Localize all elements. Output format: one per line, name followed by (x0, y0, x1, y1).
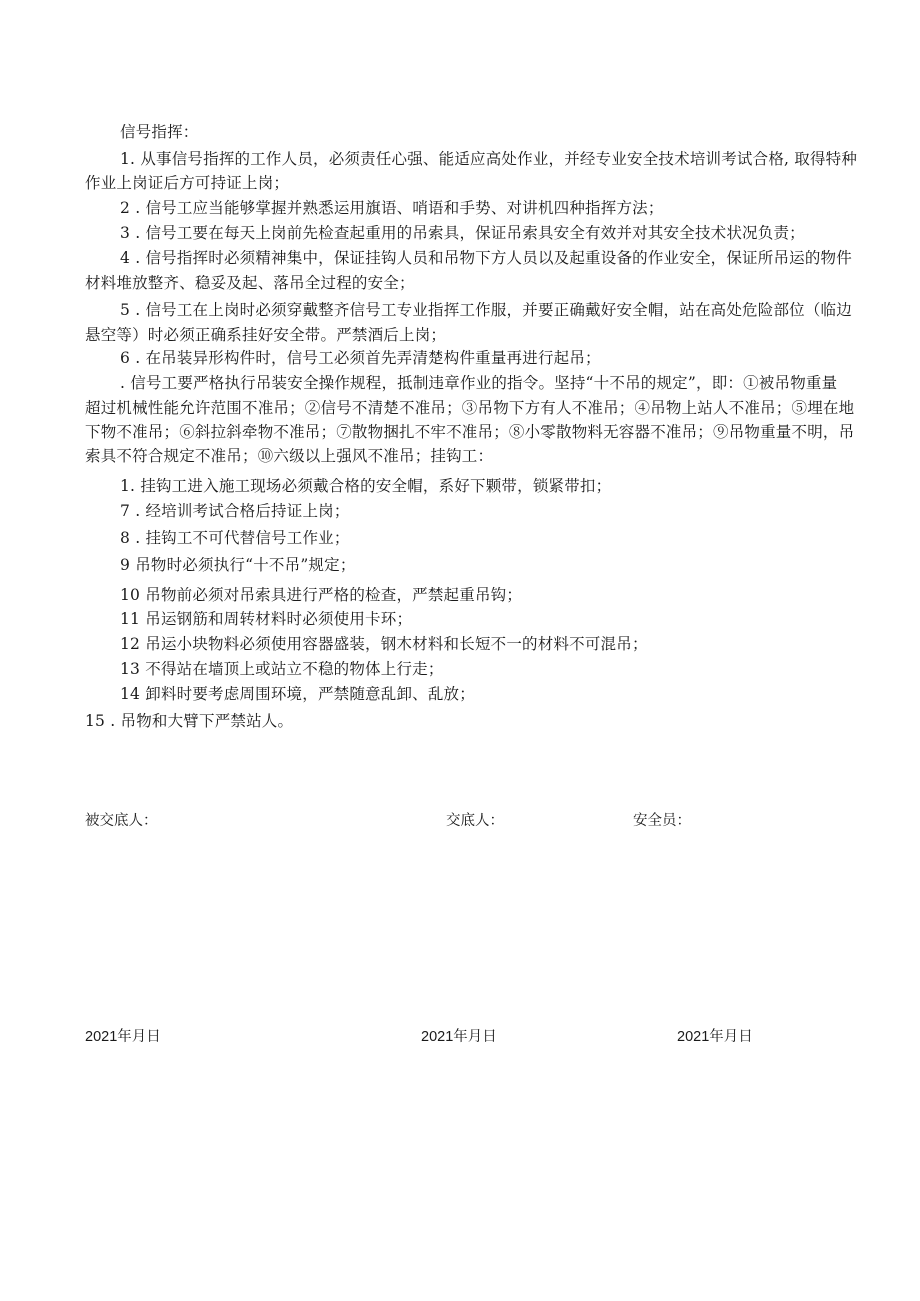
paragraph-line: 13 不得站在墙顶上或站立不稳的物体上行走； (120, 660, 444, 678)
section-heading-signal: 信号指挥： (120, 123, 199, 141)
paragraph-line: 12 吊运小块物料必须使用容器盛装，钢木材料和长短不一的材料不可混吊； (120, 635, 648, 653)
paragraph-line: 14 卸料时要考虑周围环境，严禁随意乱卸、乱放； (120, 685, 475, 703)
recipient-date: 2021年月日 (85, 1029, 161, 1045)
paragraph-line: 材料堆放整齐、稳妥及起、落吊全过程的安全； (85, 274, 415, 292)
paragraph-line: 悬空等）时必须正确系挂好安全带。严禁酒后上岗； (85, 326, 447, 344)
paragraph-line: 11 吊运钢筋和周转材料时必须使用卡环； (120, 610, 413, 628)
paragraph-line: 9 吊物时必须执行“十不吊”规定； (120, 556, 356, 574)
paragraph-line: 4 . 信号指挥时必须精神集中，保证挂钩人员和吊物下方人员以及起重设备的作业安全，保证所吊运的物件 (120, 249, 852, 267)
paragraph-line: 6 . 在吊装异形构件时，信号工必须首先弄清楚构件重量再进行起吊； (120, 349, 601, 367)
paragraph-line: 8 . 挂钩工不可代替信号工作业； (120, 529, 350, 547)
paragraph-line: 作业上岗证后方可持证上岗； (85, 174, 290, 192)
paragraph-line: . 信号工要严格执行吊装安全操作规程，抵制违章作业的指令。坚持“十不吊的规定”，即：①被吊物重量 (120, 374, 838, 392)
briefer-date: 2021年月日 (421, 1029, 497, 1045)
paragraph-line: 2 . 信号工应当能够掌握并熟悉运用旗语、哨语和手势、对讲机四种指挥方法； (120, 199, 664, 217)
paragraph-line: 1. 挂钩工进入施工现场必须戴合格的安全帽，系好下颗带，锁紧带扣； (120, 477, 612, 495)
paragraph-line: 15 . 吊物和大臂下严禁站人。 (85, 712, 294, 730)
briefer-signature-label: 交底人： (446, 813, 504, 829)
paragraph-line: 超过机械性能允许范围不准吊；②信号不清楚不准吊；③吊物下方有人不准吊；④吊物上站人不准吊；⑤埋在地 (85, 399, 855, 417)
paragraph-line: 1. 从事信号指挥的工作人员，必须责任心强、能适应高处作业，并经专业安全技术培训考试合格, 取得特种 (120, 150, 858, 168)
paragraph-line: 7 . 经培训考试合格后持证上岗； (120, 502, 350, 520)
safety-officer-signature-label: 安全员： (633, 813, 691, 829)
paragraph-line: 索具不符合规定不准吊；⑩六级以上强风不准吊；挂钩工： (85, 447, 494, 465)
paragraph-line: 下物不准吊；⑥斜拉斜牵物不准吊；⑦散物捆扎不牢不准吊；⑧小零散物料无容器不准吊；⑨吊物重量不明，吊 (85, 423, 855, 441)
paragraph-line: 5 . 信号工在上岗时必须穿戴整齐信号工专业指挥工作服，并要正确戴好安全帽，站在高处危险部位（临边 (120, 301, 852, 319)
paragraph-line: 3 . 信号工要在每天上岗前先检查起重用的吊索具，保证吊索具安全有效并对其安全技术状况负责； (120, 224, 805, 242)
recipient-signature-label: 被交底人： (85, 813, 158, 829)
paragraph-line: 10 吊物前必须对吊索具进行严格的检查，严禁起重吊钩； (120, 586, 523, 604)
safety-officer-date: 2021年月日 (677, 1029, 753, 1045)
